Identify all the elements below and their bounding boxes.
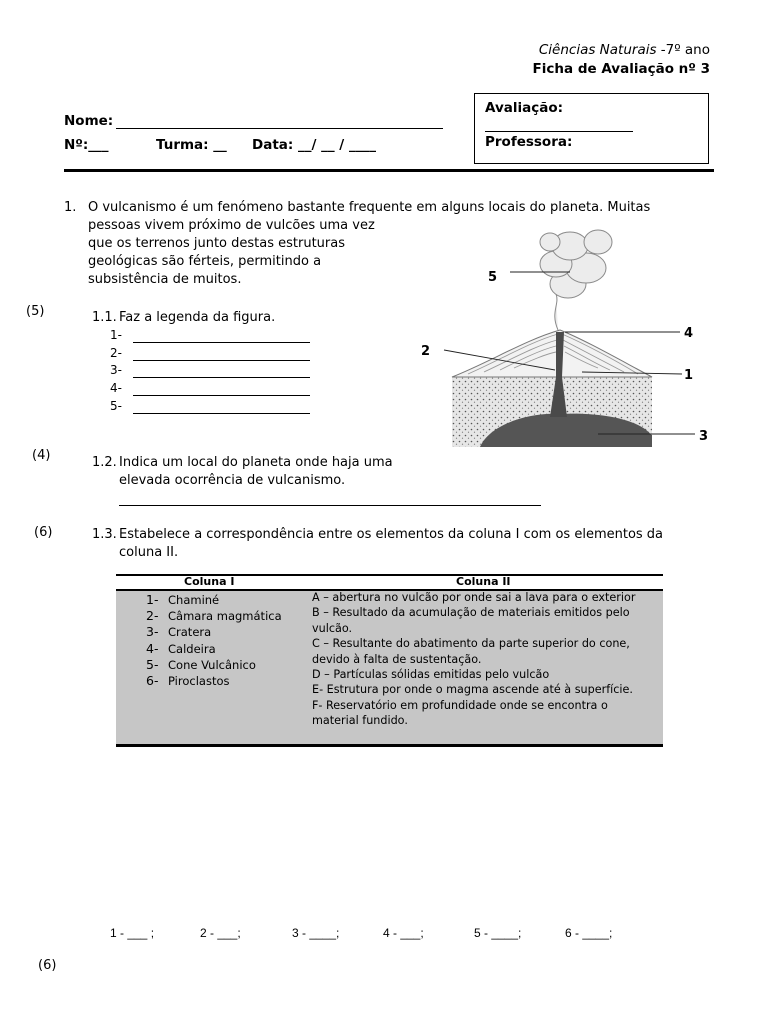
column-2-line: material fundido. bbox=[312, 714, 408, 728]
legend-number: 3- bbox=[110, 363, 122, 377]
legend-number: 4- bbox=[110, 381, 122, 395]
column-1-item bbox=[146, 624, 282, 640]
item-number: 3- bbox=[146, 624, 159, 640]
column-1-item bbox=[146, 657, 282, 673]
answer-slot[interactable]: 2 - ___; bbox=[200, 926, 241, 940]
item-label: Caldeira bbox=[168, 641, 216, 656]
column-2-line: vulcão. bbox=[312, 621, 353, 635]
legend-answer-field[interactable] bbox=[133, 342, 310, 343]
column-2-line: F- Reservatório em profundidade onde se encontra o bbox=[312, 698, 608, 712]
legend-row bbox=[110, 328, 122, 342]
legend-row bbox=[110, 363, 122, 377]
q1-1-number: 1.1. bbox=[92, 310, 117, 325]
q1-3-number: 1.3. bbox=[92, 527, 117, 542]
figure-label: 4 bbox=[684, 326, 694, 341]
answer-slot[interactable]: 3 - ____; bbox=[292, 926, 340, 940]
item-number: 5- bbox=[146, 656, 159, 672]
evaluation-label: Avaliação: bbox=[485, 100, 564, 116]
worksheet-title: Ficha de Avaliação nº 3 bbox=[532, 61, 710, 77]
q1-2-number: 1.2. bbox=[92, 455, 117, 470]
column-1-item bbox=[146, 592, 282, 608]
item-label: Chaminé bbox=[168, 593, 220, 607]
column-2-line: E- Estrutura por onde o magma ascende até à superfície. bbox=[312, 683, 633, 697]
column-1-item bbox=[146, 641, 282, 657]
volcano-cone bbox=[452, 330, 652, 377]
legend-answer-field[interactable] bbox=[133, 395, 310, 396]
q1-3-text-line: coluna II. bbox=[119, 545, 179, 560]
number-label: Nº:___ bbox=[64, 137, 109, 153]
answer-slot[interactable]: 4 - ___; bbox=[383, 926, 424, 940]
item-label: Piroclastos bbox=[168, 674, 230, 689]
q1-2-text-line: Indica um local do planeta onde haja uma bbox=[119, 455, 393, 470]
column-1-item bbox=[146, 608, 282, 624]
legend-number: 2- bbox=[110, 346, 122, 360]
grade: -7º ano bbox=[660, 42, 710, 58]
item-number: 2- bbox=[146, 608, 159, 624]
column-2-line: B – Resultado da acumulação de materiais emitidos pelo bbox=[312, 606, 630, 620]
smoke-plume bbox=[540, 230, 612, 330]
item-number: 6- bbox=[146, 673, 159, 689]
column-2-header: Coluna II bbox=[456, 575, 511, 588]
q1-3-score: (6) bbox=[34, 525, 53, 540]
q1-text-line: subsistência de muitos. bbox=[88, 272, 242, 287]
column-1-item bbox=[146, 673, 282, 689]
teacher-label: Professora: bbox=[485, 134, 573, 150]
column-2-line: A – abertura no vulcão por onde sai a lava para o exterior bbox=[312, 591, 636, 604]
subject-name: Ciências Naturais bbox=[538, 42, 657, 58]
legend-answer-field[interactable] bbox=[133, 377, 310, 378]
name-field[interactable] bbox=[116, 128, 443, 129]
q1-2-answer-field[interactable] bbox=[119, 505, 541, 506]
answer-slot[interactable]: 6 - ____; bbox=[565, 926, 613, 940]
evaluation-field[interactable] bbox=[485, 131, 633, 132]
column-1-header: Coluna I bbox=[184, 575, 235, 588]
q1-3-text-line: Estabelece a correspondência entre os elementos da coluna I com os elementos da bbox=[119, 527, 664, 542]
item-label: Câmara magmática bbox=[168, 609, 282, 624]
answer-slot[interactable]: 5 - ____; bbox=[474, 926, 522, 940]
figure-label: 5 bbox=[488, 270, 498, 285]
column-2-line: devido à falta de sustentação. bbox=[312, 652, 482, 666]
q1-number: 1. bbox=[64, 200, 77, 215]
name-label: Nome: bbox=[64, 113, 114, 129]
legend-number: 1- bbox=[110, 328, 122, 342]
volcano-figure bbox=[410, 212, 720, 452]
column-2-line: C – Resultante do abatimento da parte superior do cone, bbox=[312, 637, 630, 651]
q1-2-text-line: elevada ocorrência de vulcanismo. bbox=[119, 473, 346, 488]
legend-answer-field[interactable] bbox=[133, 413, 310, 414]
evaluation-box bbox=[474, 93, 709, 164]
figure-label: 3 bbox=[699, 429, 709, 444]
matching-table bbox=[116, 574, 663, 746]
q1-text-line: O vulcanismo é um fenómeno bastante frequente em alguns locais do planeta. Muitas bbox=[88, 200, 651, 215]
q1-text-line: pessoas vivem próximo de vulcões uma vez bbox=[88, 218, 375, 233]
q1-text-line: geológicas são férteis, permitindo a bbox=[88, 254, 322, 269]
class-label: Turma: __ bbox=[156, 137, 227, 153]
subject-line bbox=[539, 42, 710, 58]
legend-answer-field[interactable] bbox=[133, 360, 310, 361]
column-2-list bbox=[312, 590, 656, 729]
legend-number: 5- bbox=[110, 399, 122, 413]
column-2-line: D – Partículas sólidas emitidas pelo vulcão bbox=[312, 668, 550, 682]
item-label: Cratera bbox=[168, 625, 212, 640]
q1-1-score: (5) bbox=[26, 304, 45, 319]
q1-2-score: (4) bbox=[32, 448, 51, 463]
footer-score: (6) bbox=[38, 958, 57, 973]
item-number: 4- bbox=[146, 640, 159, 656]
legend-row bbox=[110, 381, 122, 395]
figure-label: 1 bbox=[684, 368, 694, 383]
figure-label: 2 bbox=[421, 344, 431, 359]
item-number: 1- bbox=[146, 592, 159, 607]
date-label: Data: __/ __ / ____ bbox=[252, 137, 376, 153]
legend-row bbox=[110, 346, 122, 360]
item-label: Cone Vulcânico bbox=[168, 657, 256, 672]
legend-row bbox=[110, 399, 122, 413]
column-1-list bbox=[146, 592, 282, 689]
table-bottom-border bbox=[116, 744, 663, 747]
header-divider bbox=[64, 169, 714, 172]
q1-text-line: que os terrenos junto destas estruturas bbox=[88, 236, 345, 251]
q1-1-text: Faz a legenda da figura. bbox=[119, 310, 276, 325]
answer-slot[interactable]: 1 - ___ ; bbox=[110, 926, 155, 940]
